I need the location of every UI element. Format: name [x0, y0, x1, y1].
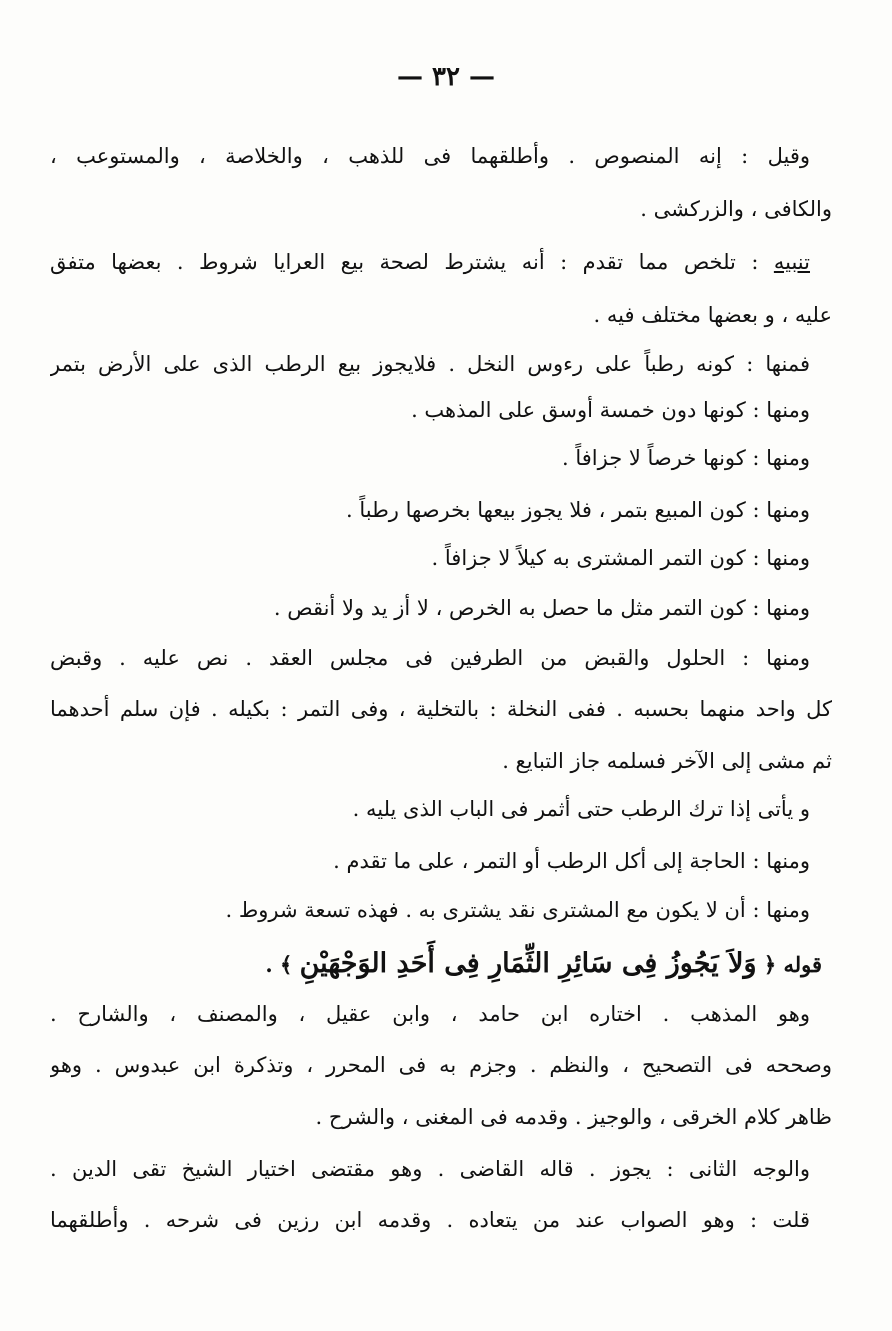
text-line: عليه ، و بعضها مختلف فيه .	[593, 303, 832, 327]
text-line: وصححه فى التصحيح ، والنظم . وجزم به فى المحرر ، وتذكرة ابن عبدوس . وهو	[50, 1053, 832, 1077]
tanbih-label: تنبيه	[773, 250, 810, 274]
text-line: وقيل : إنه المنصوص . وأطلقهما فى للذهب ، والخلاصة ، والمستوعب ،	[50, 144, 810, 168]
qawluh-label: قوله	[783, 952, 822, 977]
quote-open-bracket: ﴿	[756, 952, 784, 977]
text-line	[50, 242, 810, 282]
text-line: ومنها : كونها خرصاً لا جزافاً .	[562, 446, 810, 470]
text-line: فمنها : كونه رطباً على رءوس النخل . فلايجوز بيع الرطب الذى على الأرض بتمر	[50, 352, 810, 376]
page-number: — ٣٢ —	[396, 62, 496, 92]
quoted-text: وَلاَ يَجُوزُ فِى سَائِرِ الثِّمَارِ فِى أَحَدِ الوَجْهَيْنِ	[299, 948, 757, 979]
tanbih-text: : تلخص مما تقدم : أنه يشترط لصحة بيع العرايا شروط . بعضها متفق	[50, 250, 774, 274]
text-line: والكافى ، والزركشى .	[640, 197, 832, 221]
quoted-heading	[122, 940, 822, 988]
text-line: وهو المذهب . اختاره ابن حامد ، وابن عقيل ، والمصنف ، والشارح .	[50, 1002, 810, 1026]
text-line: و يأتى إذا ترك الرطب حتى أثمر فى الباب الذى يليه .	[352, 797, 810, 821]
text-line: والوجه الثانى : يجوز . قاله القاضى . وهو مقتضى اختيار الشيخ تقى الدين .	[50, 1157, 810, 1181]
text-line: ومنها : أن لا يكون مع المشترى نقد يشترى به . فهذه تسعة شروط .	[225, 898, 810, 922]
text-line: قلت : وهو الصواب عند من يتعاده . وقدمه ابن رزين فى شرحه . وأطلقهما	[50, 1208, 810, 1232]
text-line: ثم مشى إلى الآخر فسلمه جاز التبايع .	[502, 749, 832, 773]
text-line: ومنها : كون التمر مثل ما حصل به الخرص ، لا أز يد ولا أنقص .	[273, 596, 810, 620]
text-line: ومنها : كون المبيع بتمر ، فلا يجوز بيعها بخرصها رطباً .	[346, 498, 810, 522]
text-line: كل واحد منهما بحسبه . ففى النخلة : بالتخلية ، وفى التمر : بكيله . فإن سلم أحدهما	[50, 697, 832, 721]
text-line: ومنها : كونها دون خمسة أوسق على المذهب .	[411, 398, 810, 422]
text-line: ومنها : الحلول والقبض من الطرفين فى مجلس العقد . نص عليه . وقبض	[50, 646, 810, 670]
text-line: ومنها : الحاجة إلى أكل الرطب أو التمر ، على ما تقدم .	[333, 849, 810, 873]
text-line: ظاهر كلام الخرقى ، والوجيز . وقدمه فى المغنى ، والشرح .	[315, 1105, 832, 1129]
text-line: ومنها : كون التمر المشترى به كيلاً لا جزافاً .	[431, 546, 810, 570]
quote-close-bracket: ﴾ .	[265, 952, 300, 977]
